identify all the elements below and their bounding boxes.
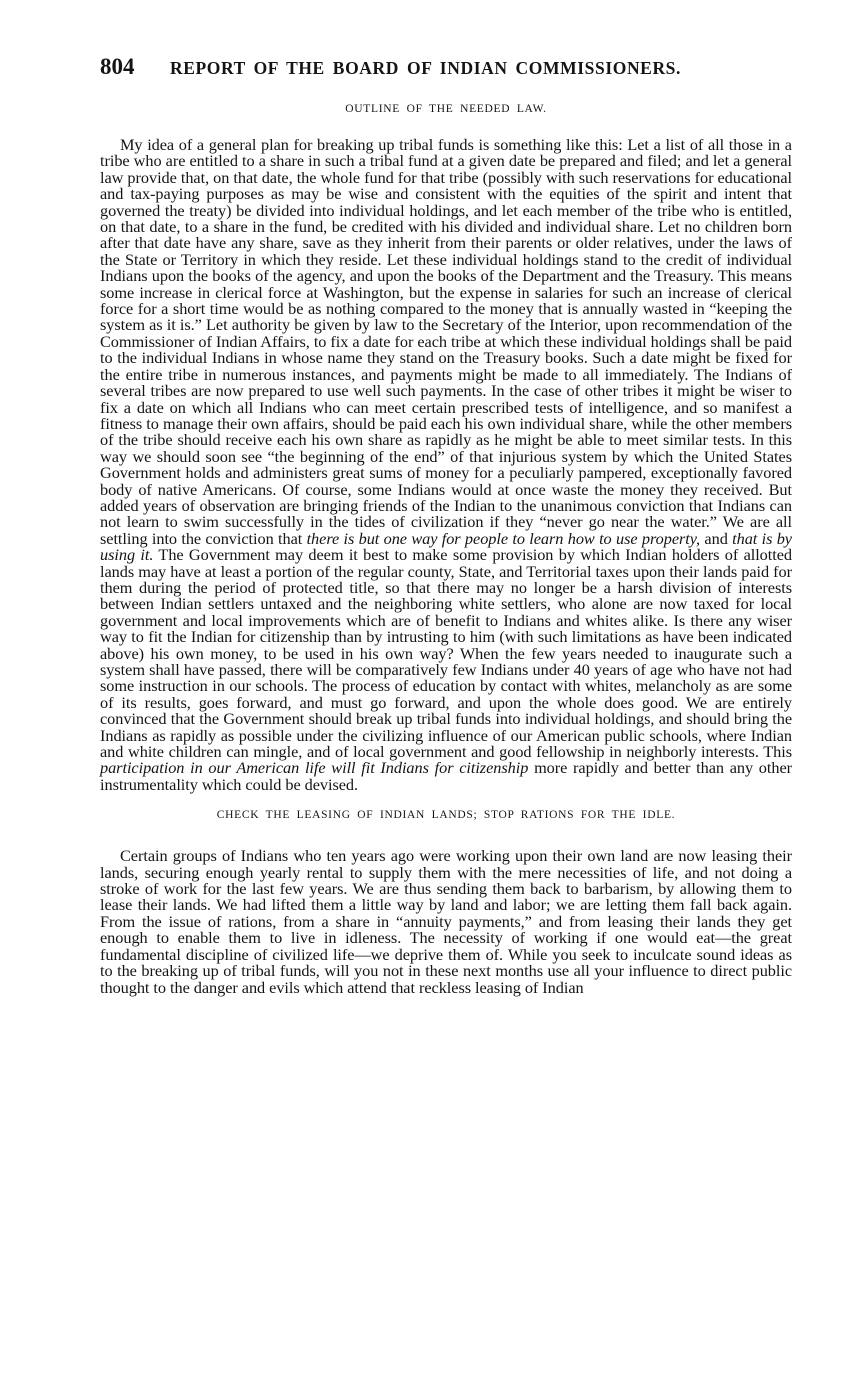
running-head: [100, 54, 792, 90]
paragraph-text: Certain groups of Indians who ten years ago were working upon their own land are now leasing their lands, securing enough yearly rental to supply them with the mere necessities of life, and not doing a stroke of work for the last few years. We are thus sending them back to barbarism, by allowing them to lease their lands. We had lifted them a little way by land and labor; we are letting them fall back again. From the issue of rations, from a share in “annuity payments,” and from leasing their lands they get enough to enable them to live in idleness. The necessity of working if one would eat—the great fundamental discipline of civilized life—we deprive them of. While you seek to inculcate sound ideas as to the breaking up of tribal funds, will you not in these next months use all your influence to direct public thought to the danger and evils which attend that reckless leasing of Indian: [100, 846, 792, 997]
italic-phrase: there is but one way for people to learn how to use property,: [306, 528, 701, 548]
section-heading-needed-law: OUTLINE OF THE NEEDED LAW.: [345, 103, 547, 115]
paragraph-text: and: [704, 528, 728, 548]
paragraph-text: The Government may deem it best to make some provision by which Indian holders of allotted lands may have at least a portion of the regular county, State, and Territorial taxes upon their lands paid for them during the period of protected title, so that there may no longer be a harsh division of interests between Indian settlers untaxed and the neighboring white settlers, who alone are now taxed for local government and local improvements which are of benefit to Indians and whites alike. Is there any wiser way to fit the Indian for citizenship than by intrusting to him (with such limitations as have been indicated above) his own money, to be used in his own way? When the few years needed to inaugurate such a system shall have passed, there will be comparatively few Indians under 40 years of age who have not had some instruction in our schools. The process of education by contact with whites, melancholy as are some of its results, goes forward, and must go forward, and upon the whole does good. We are entirely convinced that the Government should break up tribal funds into individual holdings, and should bring the Indians as rapidly as possible under the civilizing influence of our American public schools, where Indian and white children can mingle, and of local government and good fellowship in neighborly interests. This: [100, 545, 792, 762]
paragraph-text: My idea of a general plan for breaking up tribal funds is something like this: Let a list of all those in a tribe who are entitled to a share in such a tribal fund at a given date be prepared and filed; and let a general law provide that, on that date, the whole fund for that tribe (possibly with such reservations for educational and tax-paying purposes as may be wise and consistent with the equities of the spirit and intent that governed the treaty) be divided into individual holdings, and let each member of the tribe who is entitled, on that date, to a share in the fund, be credited with his divided and individual share. Let no children born after that date have any share, save as they inherit from their parents or older relatives, under the laws of the State or Territory in which they reside. Let these individual holdings stand to the credit of individual Indians upon the books of the agency, and upon the books of the Department and the Treasury. This means some increase in clerical force at Washington, but the expense in salaries for such an increase of clerical force for a short time would be as nothing compared to the money that is annually wasted in “keeping the system as it is.” Let authority be given by law to the Secretary of the Interior, upon recommendation of the Commissioner of Indian Affairs, to fix a date for each tribe at which these individual holdings shall be paid to the individual Indians in whose name they stand on the Treasury books. Such a date might be fixed for the entire tribe in numerous instances, and payments might be made to all immediately. The Indians of several tribes are now prepared to use well such payments. In the case of other tribes it might be wiser to fix a date on which all Indians who can meet certain prescribed tests of intelligence, and so manifest a fitness to manage their own affairs, should be paid each his own individual share, while the other members of the tribe should receive each his own share as rapidly as he might be able to meet similar tests. In this way we should soon see “the beginning of the end” of that injurious system by which the United States Government holds and administers great sums of money for a peculiarly pampered, exceptionally favored body of native Americans. Of course, some Indians would at once waste the money they received. But added years of observation are bringing friends of the Indian to the unanimous conviction that Indians can not learn to swim successfully in the tides of civilization if they “never go near the water.” We are all settling into the conviction that: [100, 135, 792, 548]
report-title: REPORT OF THE BOARD OF INDIAN COMMISSIONERS.: [170, 58, 681, 78]
paragraph-text: more rapidly and better than any other instrumentality which could be devised.: [100, 758, 793, 794]
section-heading-leasing: CHECK THE LEASING OF INDIAN LANDS; STOP RATIONS FOR THE IDLE.: [216, 809, 676, 822]
italic-phrase: participation in our American life will fit Indians for citizenship: [100, 758, 529, 778]
paragraph-leasing: [100, 848, 792, 996]
paragraph-needed-law: [100, 137, 792, 793]
document-page: [100, 54, 792, 996]
italic-phrase: that is by using it.: [100, 528, 792, 565]
page-number: 804: [100, 54, 135, 79]
